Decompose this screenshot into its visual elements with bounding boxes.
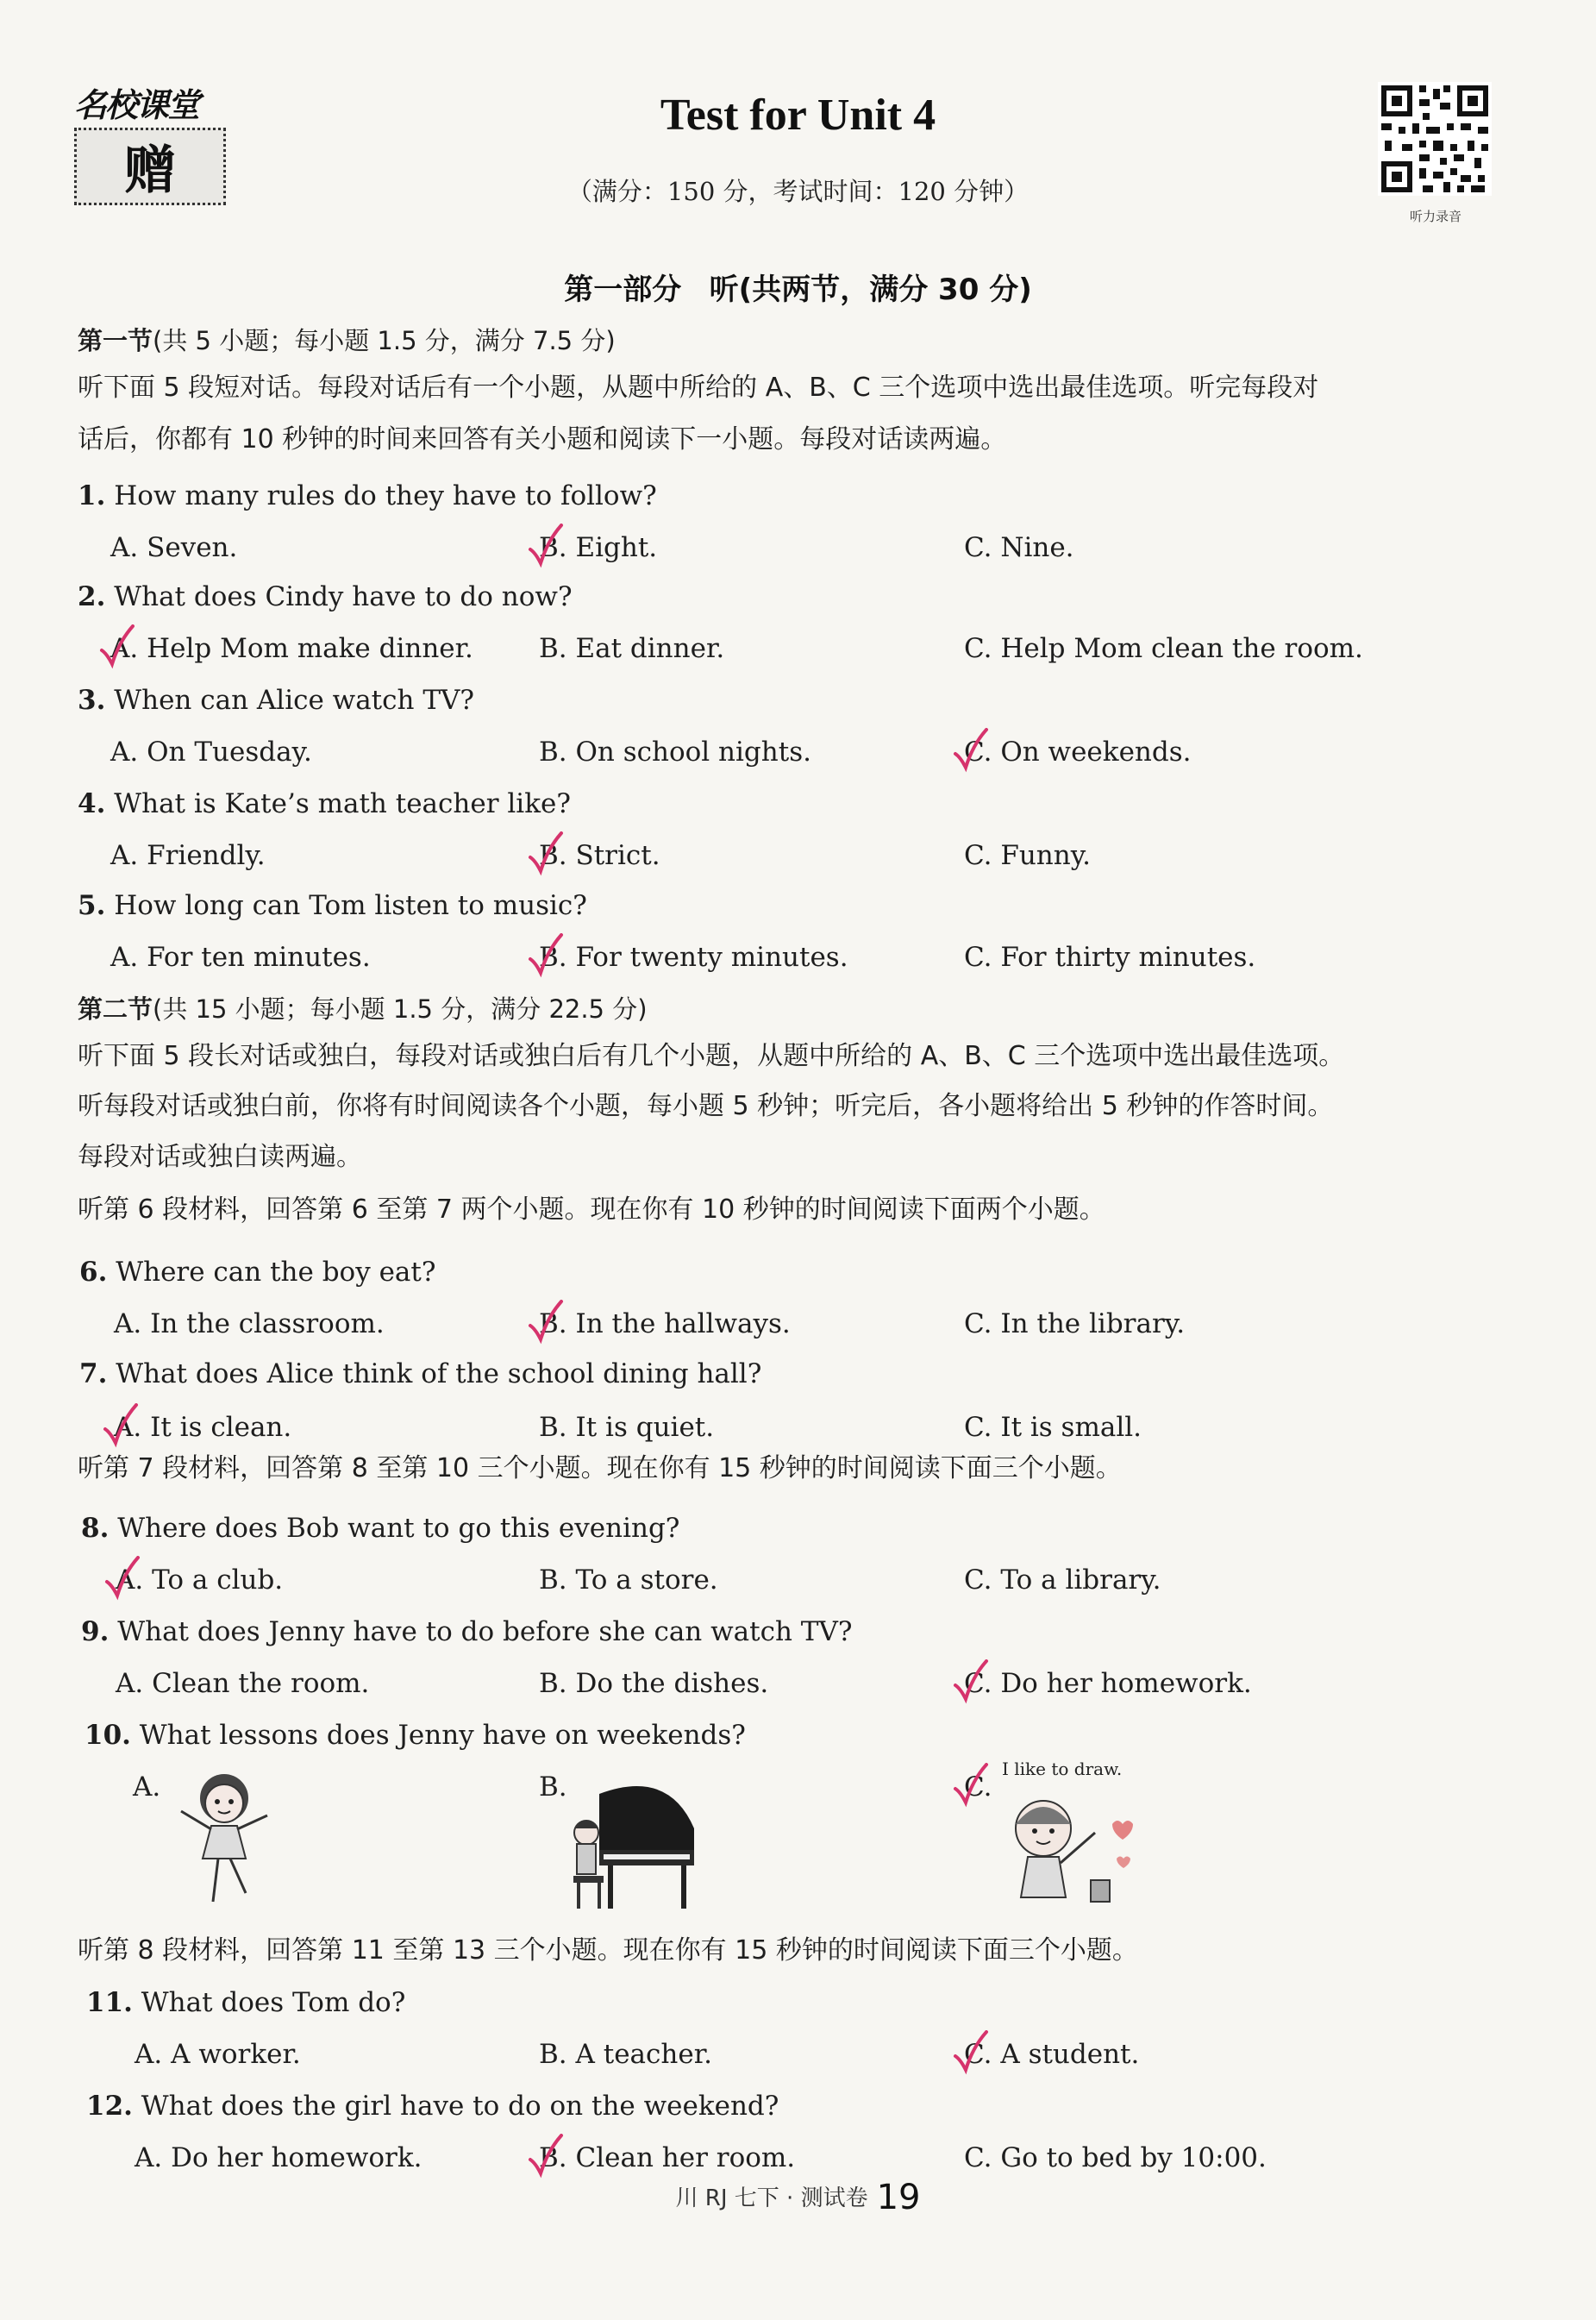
logo-text: 名校课堂 xyxy=(74,86,199,124)
question-text: What does Alice think of the school dining hall? xyxy=(116,1358,762,1389)
question-4 xyxy=(78,787,571,821)
material-8-instructions: 听第 8 段材料，回答第 11 至第 13 三个小题。现在你有 15 秒钟的时间阅读下面三个小题。 xyxy=(78,1935,1138,1966)
check-mark-icon xyxy=(527,2134,565,2179)
question-text: When can Alice watch TV? xyxy=(114,685,475,716)
page-number: 19 xyxy=(876,2178,921,2217)
question-12-option-b[interactable]: B. Clean her room. xyxy=(539,2142,796,2173)
part-one-label: 第一部分 xyxy=(564,273,682,307)
question-6 xyxy=(79,1255,436,1289)
question-text: Where can the boy eat? xyxy=(116,1257,436,1288)
section-one-heading xyxy=(78,323,616,358)
question-7-option-b[interactable]: B. It is quiet. xyxy=(539,1412,715,1443)
section-two-instructions-1: 听下面 5 段长对话或独白，每段对话或独白后有几个小题，从题中所给的 A、B、C 三个选项中选出最佳选项。 xyxy=(78,1041,1345,1071)
footer-label: 川 RJ 七下 · 测试卷 xyxy=(675,2185,868,2211)
check-mark-icon xyxy=(527,1300,565,1345)
question-4-option-c[interactable]: C. Funny. xyxy=(964,840,1091,871)
question-10-option-a[interactable]: A. xyxy=(133,1771,161,1803)
question-9 xyxy=(81,1615,852,1649)
question-11-option-b[interactable]: B. A teacher. xyxy=(539,2039,712,2070)
question-number: 4. xyxy=(78,788,106,819)
question-number: 10. xyxy=(84,1720,131,1751)
question-1-option-a[interactable]: A. Seven. xyxy=(110,532,238,563)
check-mark-icon xyxy=(527,524,565,568)
question-3-option-a[interactable]: A. On Tuesday. xyxy=(110,737,312,768)
question-number: 6. xyxy=(79,1257,108,1288)
question-12-option-c[interactable]: C. Go to bed by 10:00. xyxy=(964,2142,1267,2173)
question-9-option-c[interactable]: C. Do her homework. xyxy=(964,1668,1252,1699)
check-mark-icon xyxy=(103,1556,141,1601)
check-mark-icon xyxy=(98,624,136,669)
question-10-option-c[interactable]: C. xyxy=(964,1771,992,1803)
question-1-option-c[interactable]: C. Nine. xyxy=(964,532,1074,563)
piano-girl-image xyxy=(565,1759,703,1915)
question-number: 12. xyxy=(86,2091,133,2122)
question-text: What does Cindy have to do now? xyxy=(114,581,573,612)
question-12 xyxy=(86,2089,779,2123)
question-6-option-b[interactable]: B. In the hallways. xyxy=(539,1308,791,1339)
question-number: 8. xyxy=(81,1513,110,1544)
question-10 xyxy=(84,1718,746,1753)
section-two-instructions-3: 每段对话或独白读两遍。 xyxy=(78,1142,362,1172)
page-subtitle: （满分：150 分，考试时间：120 分钟） xyxy=(566,177,1030,206)
section-two-instructions-2: 听每段对话或独白前，你将有时间阅读各个小题，每小题 5 秒钟；听完后，各小题将给出 5 秒钟的作答时间。 xyxy=(78,1091,1334,1121)
section-one-instructions-1: 听下面 5 段短对话。每段对话后有一个小题，从题中所给的 A、B、C 三个选项中选出最佳选项。听完每段对 xyxy=(78,373,1319,403)
question-text: What does the girl have to do on the weekend? xyxy=(141,2091,779,2122)
section-one-instructions-2: 话后，你都有 10 秒钟的时间来回答有关小题和阅读下一小题。每段对话读两遍。 xyxy=(78,424,1007,455)
ballet-dancer-image xyxy=(160,1764,289,1910)
question-number: 1. xyxy=(78,480,106,511)
question-8-option-a[interactable]: A. To a club. xyxy=(116,1564,284,1596)
question-12-option-a[interactable]: A. Do her homework. xyxy=(135,2142,422,2173)
page-footer xyxy=(0,2178,1596,2217)
section-one-label: 第一节 xyxy=(78,326,153,355)
question-8-option-b[interactable]: B. To a store. xyxy=(539,1564,718,1596)
question-text: What lessons does Jenny have on weekends? xyxy=(139,1720,746,1751)
question-number: 11. xyxy=(86,1987,133,2018)
section-one-rest: (共 5 小题；每小题 1.5 分，满分 7.5 分) xyxy=(153,326,616,355)
drawing-girl-image xyxy=(992,1755,1138,1919)
question-10-option-b[interactable]: B. xyxy=(539,1771,567,1803)
section-two-heading xyxy=(78,992,648,1026)
question-number: 9. xyxy=(81,1616,110,1647)
question-text: How many rules do they have to follow? xyxy=(114,480,657,511)
qr-code-icon[interactable] xyxy=(1378,82,1492,196)
check-mark-icon xyxy=(952,1659,990,1704)
question-number: 3. xyxy=(78,685,106,716)
check-mark-icon xyxy=(952,2030,990,2075)
question-2-option-c[interactable]: C. Help Mom clean the room. xyxy=(964,633,1363,664)
check-mark-icon xyxy=(527,933,565,978)
question-7-option-c[interactable]: C. It is small. xyxy=(964,1412,1142,1443)
drawing-caption: I like to draw. xyxy=(1002,1759,1123,1779)
question-2-option-a[interactable]: A. Help Mom make dinner. xyxy=(110,633,473,664)
question-number: 5. xyxy=(78,890,106,921)
logo-badge: 赠 xyxy=(74,128,226,205)
check-mark-icon xyxy=(952,728,990,773)
question-text: What does Tom do? xyxy=(141,1987,406,2018)
question-8 xyxy=(81,1511,679,1546)
question-number: 2. xyxy=(78,581,106,612)
check-mark-icon xyxy=(952,1763,990,1808)
question-number: 7. xyxy=(79,1358,108,1389)
section-two-label: 第二节 xyxy=(78,994,153,1024)
question-1-option-b[interactable]: B. Eight. xyxy=(539,532,658,563)
question-text: What is Kate’s math teacher like? xyxy=(114,788,571,819)
question-5 xyxy=(78,888,587,923)
qr-label: 听力录音 xyxy=(1409,209,1461,224)
question-4-option-b[interactable]: B. Strict. xyxy=(539,840,660,871)
question-11-option-a[interactable]: A. A worker. xyxy=(135,2039,301,2070)
question-5-option-b[interactable]: B. For twenty minutes. xyxy=(539,942,848,973)
question-text: Where does Bob want to go this evening? xyxy=(117,1513,680,1544)
question-6-option-c[interactable]: C. In the library. xyxy=(964,1308,1186,1339)
question-3 xyxy=(78,683,474,718)
question-text: How long can Tom listen to music? xyxy=(114,890,587,921)
drawing-girl-icon xyxy=(992,1781,1138,1919)
question-1 xyxy=(78,479,657,513)
question-5-option-c[interactable]: C. For thirty minutes. xyxy=(964,942,1256,973)
check-mark-icon xyxy=(527,831,565,876)
question-11-option-c[interactable]: C. A student. xyxy=(964,2039,1140,2070)
material-6-instructions: 听第 6 段材料，回答第 6 至第 7 两个小题。现在你有 10 秒钟的时间阅读下面两个小题。 xyxy=(78,1194,1105,1225)
question-2-option-b[interactable]: B. Eat dinner. xyxy=(539,633,725,664)
part-one-title xyxy=(0,266,1596,308)
question-7-option-a[interactable]: A. It is clean. xyxy=(114,1412,292,1443)
question-7 xyxy=(79,1357,761,1391)
question-9-option-b[interactable]: B. Do the dishes. xyxy=(539,1668,769,1699)
question-2 xyxy=(78,580,573,614)
question-6-option-a[interactable]: A. In the classroom. xyxy=(114,1308,385,1339)
question-9-option-a[interactable]: A. Clean the room. xyxy=(116,1668,370,1699)
material-7-instructions: 听第 7 段材料，回答第 8 至第 10 三个小题。现在你有 15 秒钟的时间阅读下面三个小题。 xyxy=(78,1453,1122,1483)
question-4-option-a[interactable]: A. Friendly. xyxy=(110,840,266,871)
question-11 xyxy=(86,1985,405,2020)
question-3-option-c[interactable]: C. On weekends. xyxy=(964,737,1192,768)
check-mark-icon xyxy=(102,1403,140,1448)
question-text: What does Jenny have to do before she can watch TV? xyxy=(117,1616,853,1647)
question-5-option-a[interactable]: A. For ten minutes. xyxy=(110,942,371,973)
part-one-rest: 听(共两节，满分 30 分) xyxy=(709,273,1032,307)
question-3-option-b[interactable]: B. On school nights. xyxy=(539,737,811,768)
question-8-option-c[interactable]: C. To a library. xyxy=(964,1564,1161,1596)
page-title: Test for Unit 4 xyxy=(660,91,936,140)
section-two-rest: (共 15 小题；每小题 1.5 分，满分 22.5 分) xyxy=(153,994,648,1024)
